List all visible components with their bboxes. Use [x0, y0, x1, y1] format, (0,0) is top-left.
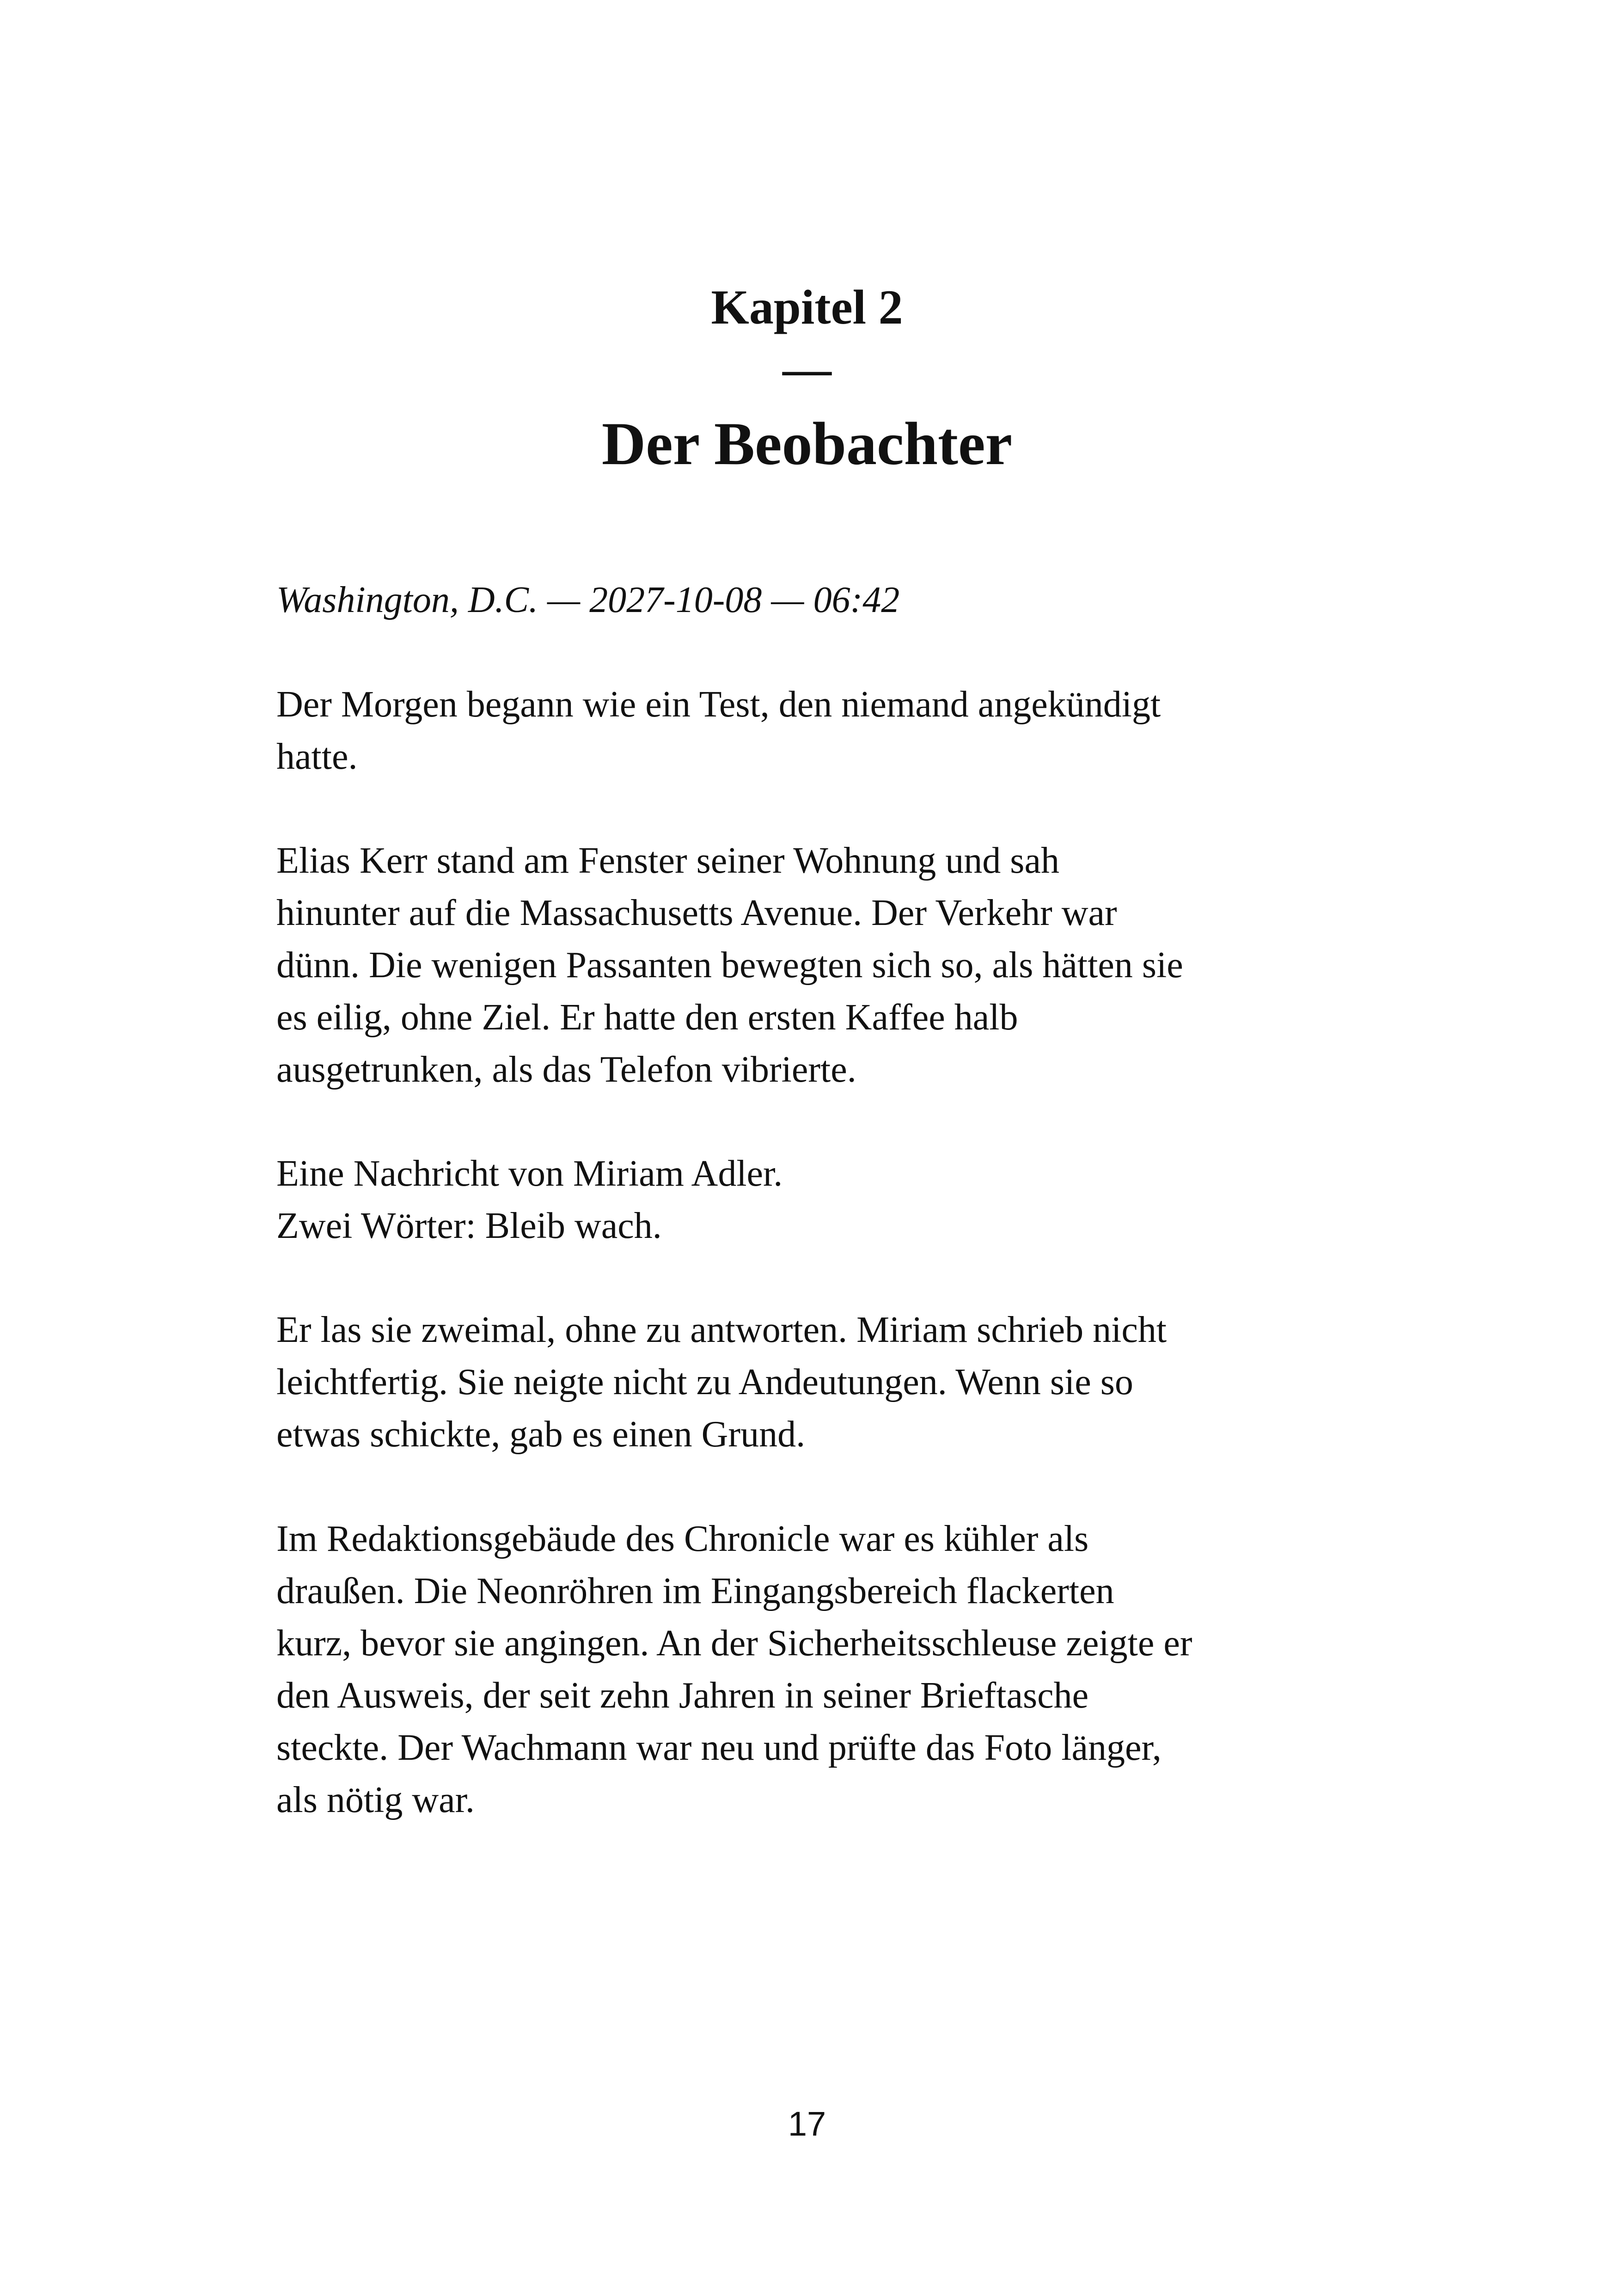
paragraph-5 — [276, 1513, 1353, 1826]
paragraph-line: steckte. Der Wachmann war neu und prüfte das Foto länger, — [276, 1727, 1162, 1768]
paragraph-3 — [276, 1148, 1353, 1252]
paragraph-line: als nötig war. — [276, 1780, 475, 1820]
paragraph-line: etwas schickte, gab es einen Grund. — [276, 1414, 806, 1455]
paragraph-line: Er las sie zweimal, ohne zu antworten. Miriam schrieb nicht — [276, 1310, 1167, 1350]
chapter-dash: — — [783, 342, 831, 396]
paragraph-line: Eine Nachricht von Miriam Adler. — [276, 1153, 783, 1194]
paragraph-2 — [276, 835, 1353, 1096]
page-number: 17 — [788, 2105, 826, 2143]
paragraph-line: hinunter auf die Massachusetts Avenue. Der Verkehr war — [276, 893, 1117, 933]
paragraph-line: kurz, bevor sie angingen. An der Sicherheitsschleuse zeigte er — [276, 1623, 1192, 1664]
paragraph-line: hatte. — [276, 736, 358, 777]
paragraph-line: dünn. Die wenigen Passanten bewegten sich so, als hätten sie — [276, 945, 1183, 986]
paragraph-1 — [276, 679, 1353, 783]
paragraph-line: Der Morgen begann wie ein Test, den niemand angekündigt — [276, 684, 1161, 725]
paragraph-line: draußen. Die Neonröhren im Eingangsbereich flackerten — [276, 1571, 1114, 1611]
paragraph-line: ausgetrunken, als das Telefon vibrierte. — [276, 1049, 856, 1090]
paragraph-line: Im Redaktionsgebäude des Chronicle war es kühler als — [276, 1518, 1089, 1559]
paragraph-line: Zwei Wörter: Bleib wach. — [276, 1206, 662, 1246]
chapter-title: Der Beobachter — [601, 410, 1013, 478]
paragraph-line: es eilig, ohne Ziel. Er hatte den ersten Kaffee halb — [276, 997, 1018, 1038]
paragraph-line: Elias Kerr stand am Fenster seiner Wohnung und sah — [276, 840, 1059, 881]
paragraph-4 — [276, 1304, 1353, 1461]
paragraph-line: leichtfertig. Sie neigte nicht zu Andeutungen. Wenn sie so — [276, 1362, 1133, 1402]
chapter-label: Kapitel 2 — [711, 280, 903, 334]
paragraph-line: den Ausweis, der seit zehn Jahren in seiner Brieftasche — [276, 1675, 1089, 1716]
dateline: Washington, D.C. — 2027-10-08 — 06:42 — [276, 580, 900, 620]
